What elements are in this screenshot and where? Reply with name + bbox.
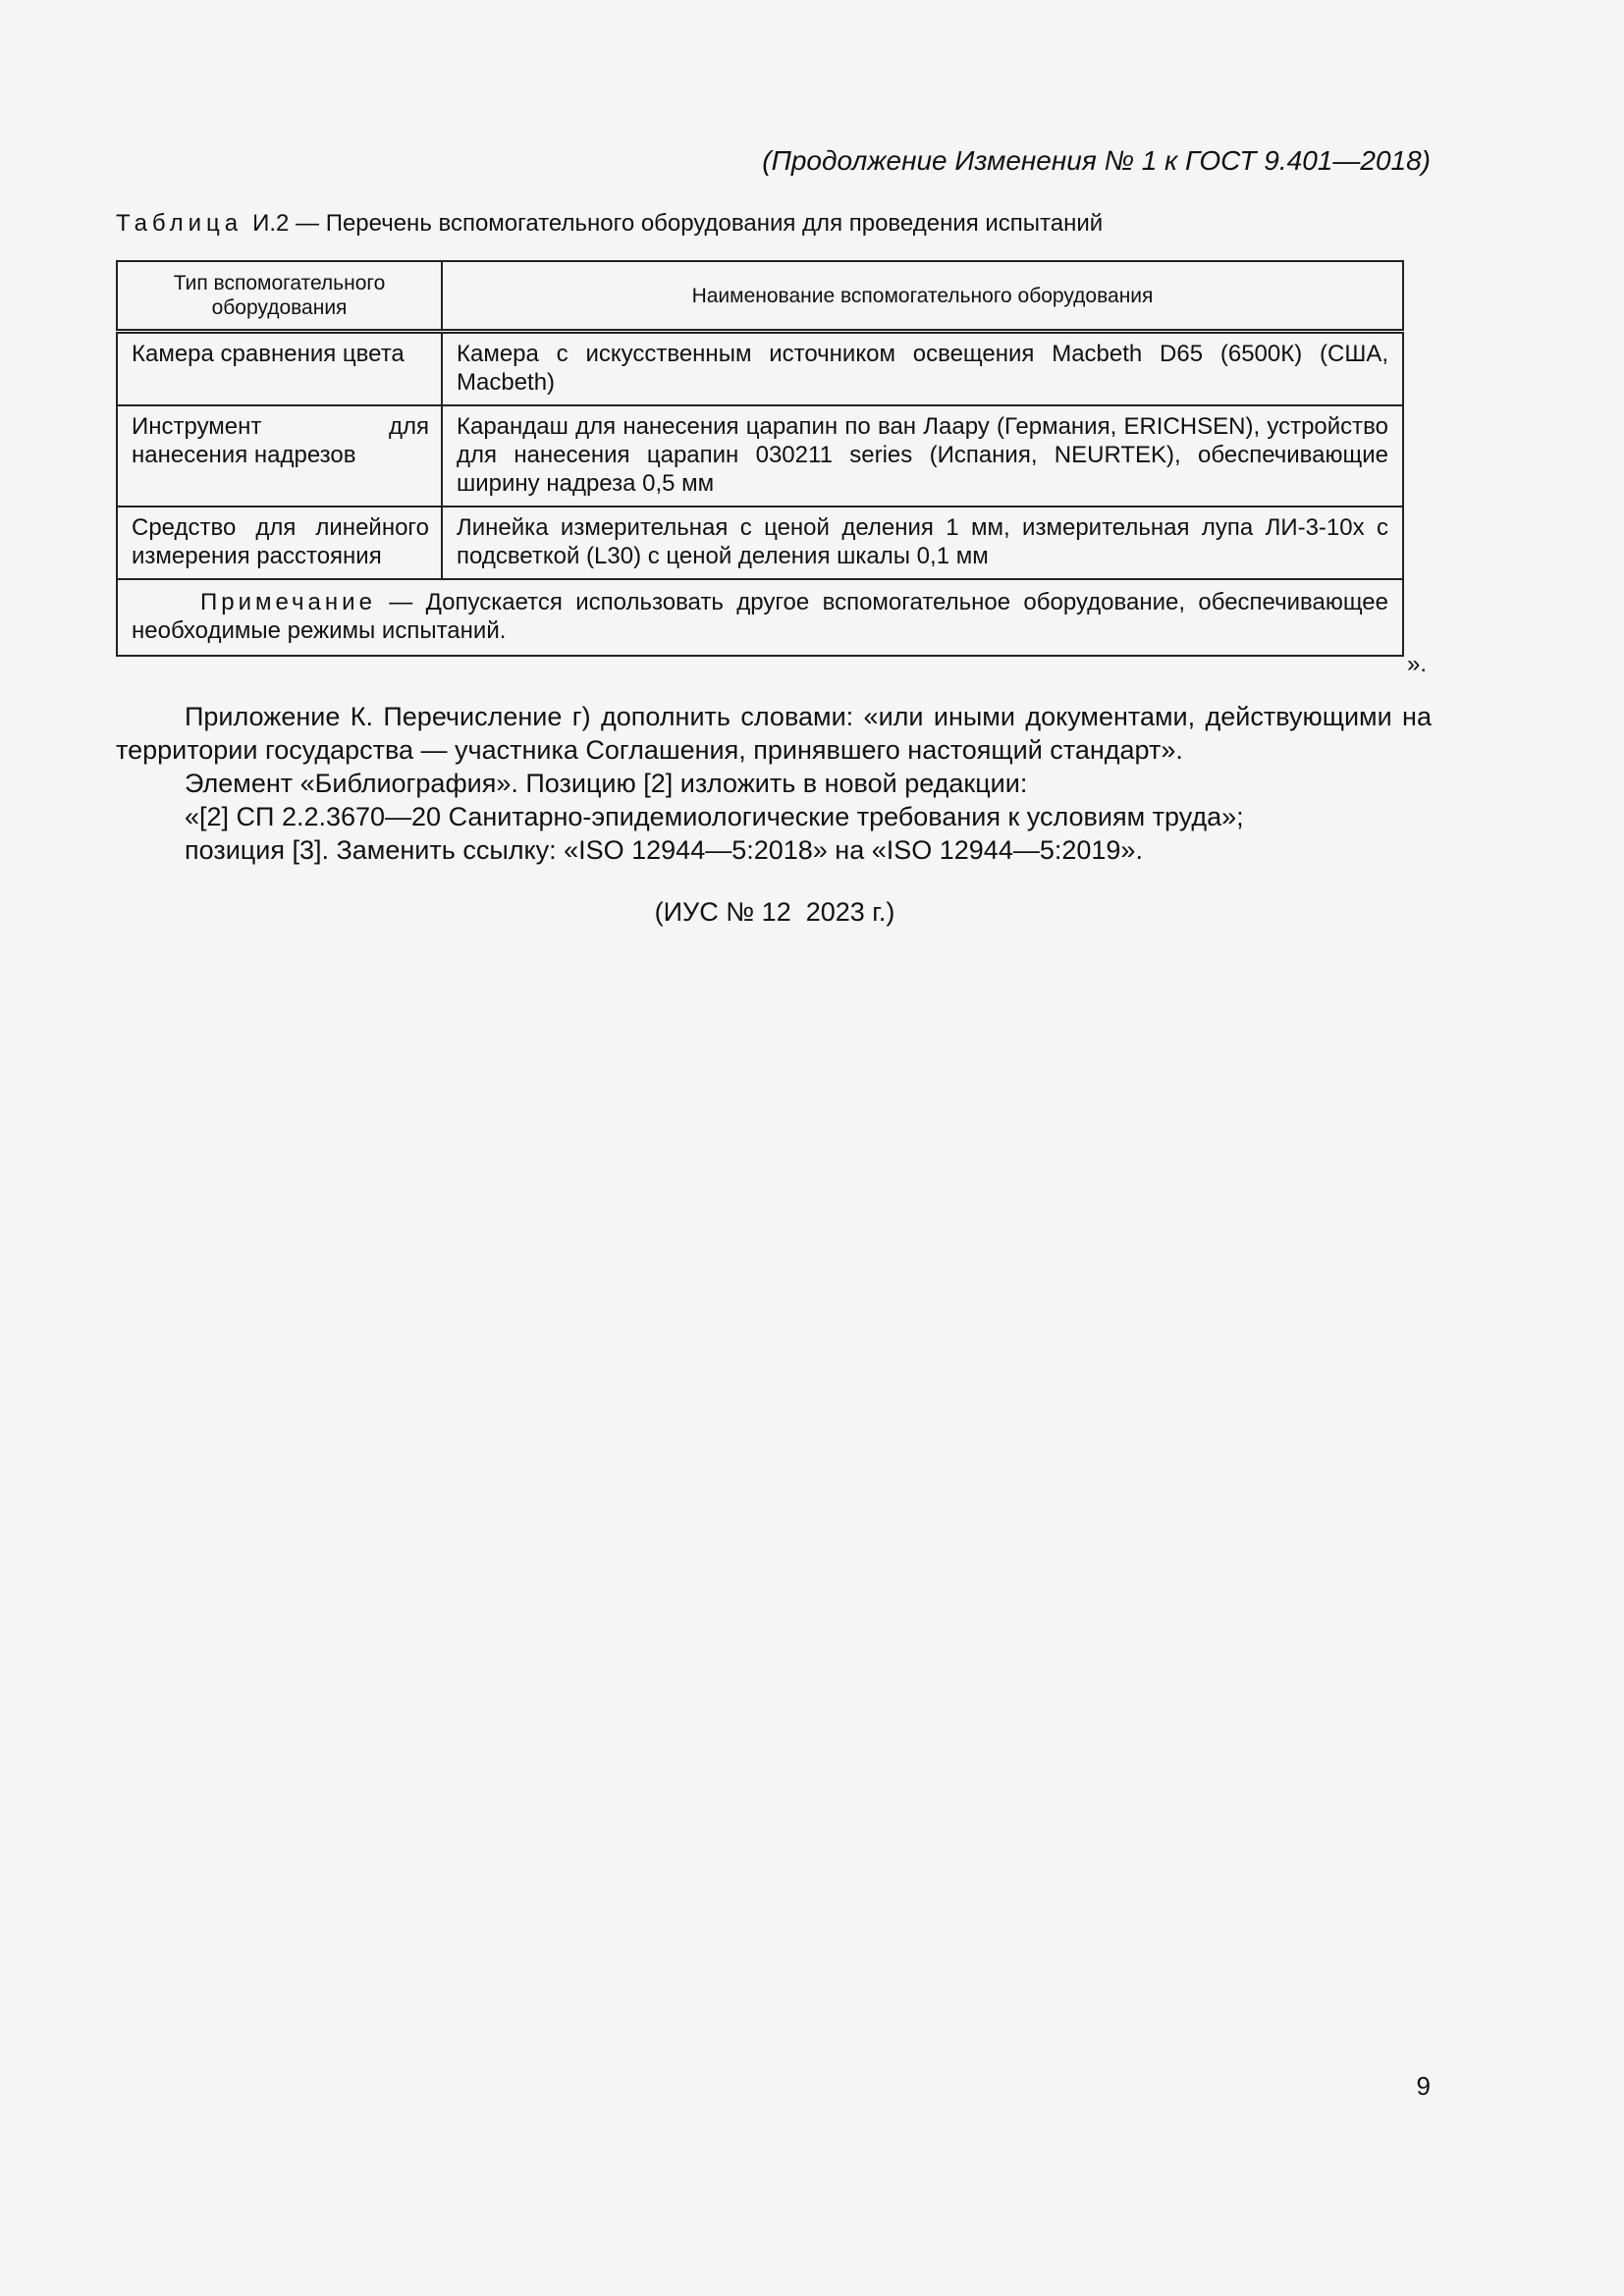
- table-row: [117, 405, 1403, 507]
- table-row: [117, 507, 1403, 579]
- table-caption: [116, 210, 1103, 238]
- paragraph-appendix-k: Приложение К. Перечисление г) дополнить словами: «или иными документами, действующими на территории государства — участника Соглашения, принявшего настоящий стандарт».: [116, 702, 1432, 765]
- page-header-continuation: (Продолжение Изменения № 1 к ГОСТ 9.401—2018): [762, 145, 1431, 176]
- table-cell-type: Камера сравнения цвета: [117, 332, 442, 406]
- paragraph-bibliography-item-2: «[2] СП 2.2.3670—20 Санитарно-эпидемиологические требования к условиям труда»;: [185, 802, 1244, 831]
- table-note-cell: [117, 579, 1403, 656]
- equipment-table: [116, 260, 1404, 657]
- table-cell-type: Инструмент для нанесения надрезов: [117, 405, 442, 507]
- paragraph-bibliography: Элемент «Библиография». Позицию [2] изложить в новой редакции:: [185, 769, 1028, 798]
- table-cell-type: Средство для линейного измерения расстояния: [117, 507, 442, 579]
- table-cell-name: Камера с искусственным источником освещения Macbeth D65 (6500К) (США, Macbeth): [442, 332, 1403, 406]
- paragraph-bibliography-item-3: позиция [3]. Заменить ссылку: «ISO 12944—5:2018» на «ISO 12944—5:2019».: [185, 835, 1143, 865]
- column-header-type: Тип вспомогательного оборудования: [117, 261, 442, 332]
- page-number: 9: [1416, 2071, 1431, 2101]
- table-closing-quote: ».: [1407, 651, 1428, 677]
- table-note-text: — Допускается использовать другое вспомогательное оборудование, обеспечивающее необходимые режимы испытаний.: [132, 589, 1388, 644]
- amendment-text: [116, 700, 1432, 867]
- ius-reference: (ИУС № 12 2023 г.): [654, 897, 895, 927]
- table-note-label: Примечание: [200, 589, 376, 615]
- column-header-name: Наименование вспомогательного оборудования: [442, 261, 1403, 332]
- table-caption-label: Таблица: [116, 210, 244, 237]
- table-cell-name: Линейка измерительная с ценой деления 1 мм, измерительная лупа ЛИ-3-10х с подсветкой (L30) с ценой деления шкалы 0,1 мм: [442, 507, 1403, 579]
- table-header-row: [117, 261, 1403, 332]
- table-note-row: [117, 579, 1403, 656]
- table-row: [117, 332, 1403, 406]
- table-caption-text: И.2 — Перечень вспомогательного оборудования для проведения испытаний: [252, 210, 1104, 237]
- table-cell-name: Карандаш для нанесения царапин по ван Лаару (Германия, ERICHSEN), устройство для нанесения царапин 030211 series (Испания, NEURTEK), обеспечивающие ширину надреза 0,5 мм: [442, 405, 1403, 507]
